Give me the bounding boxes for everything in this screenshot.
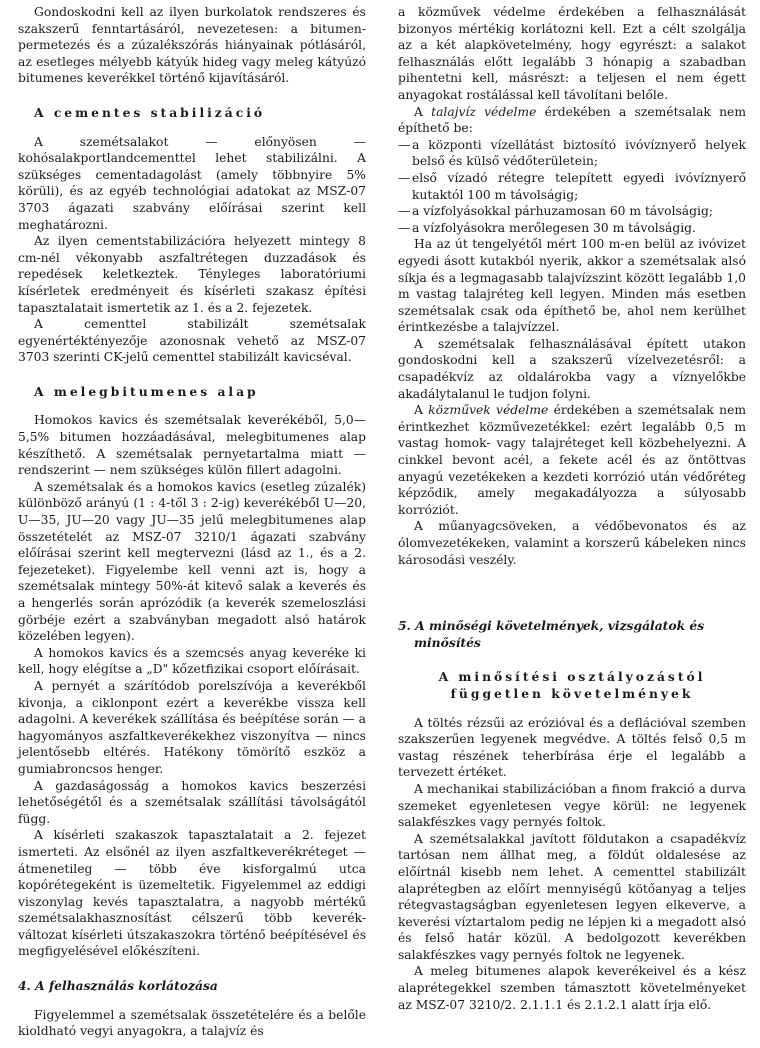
list-item: — a központi vízellátást biztosító ivóvíznyerő helyek belső és külső védőterületein; [398, 137, 746, 170]
paragraph: Homokos kavics és szemétsalak keverékéből, 5,0—5,5% bitumen hozzáadásával, melegbitumenes alap készíthető. A szemétsalak pernyetartalma miatt — rendszerint — nem szükséges külön fillert adagolni. [18, 413, 366, 478]
paragraph: A szemétsalak felhasználásával épített utakon gondoskodni kell a szakszerű vízelvezetésről: a csapadékvíz az oldalárokba vagy a víznyelőkbe akadálytalanul le tudjon folyni. [398, 336, 746, 401]
paragraph: Ha az út tengelyétől mért 100 m-en belül az ivóvizet egyedi ásott kutakból nyerik, akkor a szemétsalak alsó síkja és a legmagasabb talajvízszint között legalább 1,0 m vastag talajréteg kell legyen. Minden más esetben szemétsalak csak oda építhető be, ahol nem kerülhet érintkezésbe a talajvízzel. [398, 237, 746, 335]
list-item: — a vízfolyásokra merőlegesen 30 m távolságig. [398, 220, 746, 237]
emphasis-kozmuvek-vedelme: közművek védelme [428, 403, 549, 418]
paragraph-continued: a közművek védelme érdekében a felhasználását bizonyos mértékig korlátozni kell. Ezt a célt szolgálja az a két alapkövetelmény, hogy egyrészt: a salakot felhasználás előtt legalább 3 hónapig a szabadban pihentetni kell, másrészt: a teljesen el nem égett anyagokat rostálással kell távolítani belőle. [398, 5, 746, 102]
heading-melegbitumenes-alap: A melegbitumenes alap [34, 383, 259, 399]
paragraph-talajviz: A talajvíz védelme érdekében a szemétsalak nem építhető be: [398, 104, 746, 136]
paragraph-intro: Gondoskodni kell az ilyen burkolatok rendszeres és szakszerű fenntartásáról, nevezetesen: a bitumen-permetezés és a zúzalékszórás hiányainak pótlásáról, az esetleges mélyebb kátyúk hideg vagy meleg kátyúzó bitumenes keverékkel történő kijavításáról. [18, 5, 366, 86]
heading-section-4: 4. A felhasználás korlátozása [18, 978, 218, 994]
heading-minositesi-osztalyozastol: A minősítési osztályozástól független követelmények [438, 669, 706, 701]
paragraph-kozmuvek: A közművek védelme érdekében a szemétsalak nem érintkezhet közművezetékkel: ezért legalább 0,5 m vastag homok- vagy talajréteget kell közbehelyezni. A cinkkel bevont acél, a fekete acél és az öntöttvas anyagú vezetékeken a kezdeti korrózió után védőréteg képződik, amely megakadályozza a súlyosabb korróziót. [398, 403, 747, 517]
paragraph: Figyelemmel a szemétsalak összetételére és a belőle kioldható vegyi anyagokra, a talajvíz és [18, 1007, 366, 1039]
left-column [18, 4, 366, 1040]
list-item: — első vízadó rétegre telepített egyedi ivóvíznyerő kutaktól 100 m távolságig; [398, 170, 746, 203]
paragraph: A cementtel stabilizált szemétsalak egyenértéktényezője azonosnak vehető az MSZ-07 3703 szerinti CK-jelű cementtel stabilizált kavicséval. [18, 317, 366, 365]
paragraph: Az ilyen cementstabilizációra helyezett mintegy 8 cm-nél vékonyabb aszfaltrétegen duzzadások és repedések keletkeztek. Tényleges laboratóriumi kísérletek eredményeit és kísérleti szakasz építési tapasztalatait ismertetik az 1. és a 2. fejezetek. [18, 234, 366, 315]
paragraph: A homokos kavics és a szemcsés anyag keveréke ki kell, hogy elégítse a „D" kőzetfizikai csoport előírásait. [18, 645, 366, 677]
heading-cementes-stabilizacio: A cementes stabilizáció [34, 104, 266, 120]
list-item: — a vízfolyásokkal párhuzamosan 60 m távolságig; [398, 203, 746, 220]
paragraph: A pernyét a szárítódob porelszívója a keverékből kivonja, a ciklonpont ezért a keverékbe vissza kell adagolni. A keverékek szállítása és beépítése során — a hagyományos aszfaltkeverékekhez viszonyítva — nincs jelentősebb eltérés. Hatékony tömörítő eszköz a gumiabroncsos henger. [18, 678, 366, 776]
paragraph: A mechanikai stabilizációban a finom frakció a durva szemeket egyenletesen vegye körül: ne legyenek salakfészkes vagy pernyés foltok. [398, 781, 746, 830]
paragraph: A kísérleti szakaszok tapasztalatait a 2. fejezet ismerteti. Az elsőnél az ilyen aszfaltkeverékréteget — átmenetileg — több éve kisforgalmú utca kopórétegeként is üzemeltetik. Figyelemmel az eddigi viszonylag kevés tapasztalatra, a nagyobb mértékű szemétsalakhasznosítást célszerű több keverék-változat kísérleti útszakaszokra történő beépítésével és megfigyelésével előkészíteni. [18, 828, 366, 959]
paragraph: A műanyagcsöveken, a védőbevonatos és az ólomvezetékeken, valamint a korszerű kábeleken nincs károsodási veszély. [398, 519, 746, 567]
emphasis-talajviz-vedelme: talajvíz védelme [431, 104, 537, 119]
paragraph: A töltés rézsűi az erózióval és a deflációval szemben szakszerűen legyenek megvédve. A töltés felső 0,5 m vastag részének teherbírása érje el legalább a tervezett értéket. [398, 715, 746, 780]
right-column [398, 4, 746, 1013]
paragraph: A szemétsalakot — előnyösen — kohósalakportlandcementtel lehet stabilizálni. A szükséges cementadagolást (amely többnyire 5% körüli), és az egyéb technológiai adatokat az MSZ-07 3703 ágazati szabvány előírásai szerint kell meghatározni. [18, 134, 366, 232]
heading-section-5: 5. A minőségi követelmények, vizsgálatok és minősítés [398, 618, 705, 650]
paragraph: A szemétsalak és a homokos kavics (esetleg zúzalék) különböző arányú (1 : 4-től 3 : 2-ig) keverékéből U—20, U—35, JU—20 vagy JU—35 jelű melegbitumenes alap összetételét az MSZ-07 3210/1 ágazati szabvány előírásai szerint kell megtervezni (lásd az 1., és a 2. fejezeteket). Figyelembe kell venni azt is, hogy a szemétsalak mintegy 50%-át kitevő salak a keverés és a hengerlés során aprózódik (a keverék szemeloszlási görbéje ezért a szabványban megadott alsó határok közelében legyen). [18, 479, 366, 644]
paragraph: A szemétsalakkal javított földutakon a csapadékvíz tartósan nem állhat meg, a földút oldalesése az előírtnál kisebb nem lehet. A cementtel stabilizált alaprétegben az előírt mennyiségű kötőanyag a teljes rétegvastagságban egyenletesen legyen elkeverve, a keverési víztartalom pedig ne lépjen ki a megadott alsó és felső határ közül. A bedolgozott keverékben salakfészkes vagy pernyés foltok ne legyenek. [398, 831, 746, 962]
paragraph: A gazdaságosság a homokos kavics beszerzési lehetőségétől és a szemétsalak szállítási távolságától függ. [18, 778, 366, 826]
paragraph: A meleg bitumenes alapok keverékeivel és a kész alaprétegekkel szemben támasztott követelményeket az MSZ-07 3210/2. 2.1.1.1 és 2.1.2.1 alatt írja elő. [398, 964, 746, 1012]
